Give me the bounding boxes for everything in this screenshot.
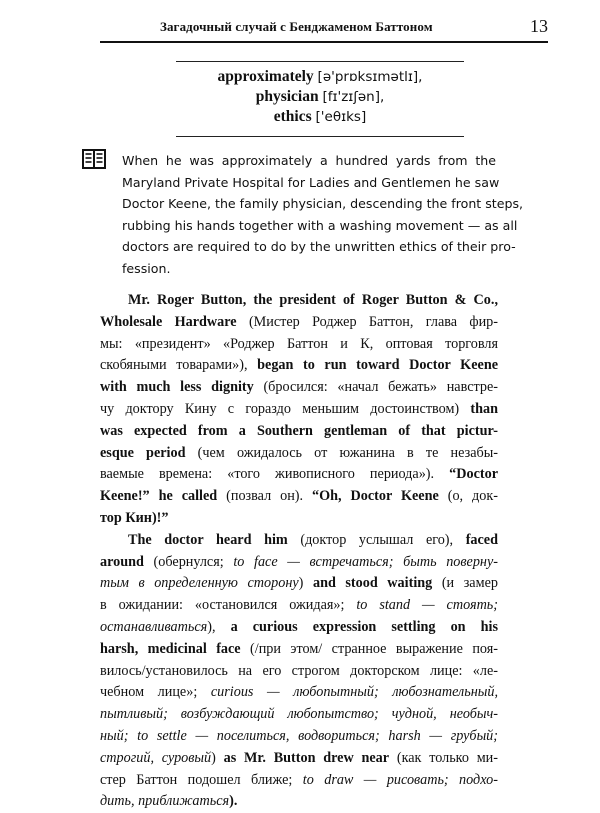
vocabulary-word: approximately (217, 68, 314, 85)
translation-text: чу доктору Кину с гораздо меньшим достоинством) (100, 400, 471, 417)
gloss-note: дить, приближаться (100, 793, 230, 810)
gloss-note: to stand — стоять; (356, 597, 498, 614)
running-title: Загадочный случай с Бенджаменом Баттоном (160, 19, 433, 34)
translation-text: ) (298, 575, 313, 592)
adapted-line (100, 704, 498, 726)
gloss-note: тым в определенную сторону (100, 575, 299, 592)
adapted-line (100, 726, 498, 748)
english-phrase: тор Кин)!” (100, 509, 169, 526)
adapted-line (100, 530, 498, 552)
translation-text: (обернулся; (143, 553, 234, 570)
gloss-note: ный; to settle — поселиться, водвориться; harsh — грубый; (100, 727, 498, 744)
adapted-line (100, 334, 498, 356)
translation-text: (доктор услышал его), (287, 531, 466, 548)
gloss-note: curious — любопытный; любознательный, (210, 684, 498, 701)
english-phrase: “Oh, Doctor Keene (312, 488, 439, 505)
english-phrase: around (100, 553, 144, 570)
english-line: When he was approximately a hundred yards from the (122, 153, 496, 168)
translation-text: ) (211, 749, 224, 766)
adapted-line (100, 355, 498, 377)
adapted-line (100, 639, 498, 661)
vocabulary-item (160, 87, 480, 107)
adapted-line (100, 377, 498, 399)
adapted-bilingual-text (100, 290, 498, 813)
english-line: rubbing his hands together with a washing movement — as all (122, 217, 518, 233)
vocabulary-list (160, 67, 480, 127)
adapted-line (100, 443, 498, 465)
translation-text: (бросился: «начал бежать» навстре- (253, 379, 499, 396)
english-phrase: “Doctor (449, 466, 498, 483)
english-paragraph (122, 150, 524, 279)
english-phrase: than (470, 400, 498, 417)
english-phrase: harsh, medicinal face (100, 640, 241, 657)
adapted-line (100, 617, 498, 639)
adapted-line (100, 791, 498, 813)
english-phrase: faced (465, 531, 498, 548)
vocabulary-transcription: [fɪ'zɪʃən], (322, 89, 385, 105)
vocabulary-transcription: ['eθɪks] (315, 109, 367, 125)
page-number: 13 (530, 16, 548, 36)
translation-text: стер Баттон подошел ближе; (100, 771, 303, 788)
translation-text: (как только ми- (389, 749, 498, 766)
translation-text: (чем ожидалось от южанина в те незабы- (185, 444, 498, 461)
vocabulary-word: ethics (273, 108, 312, 125)
adapted-line (100, 682, 498, 704)
translation-text: скобяными товарами»), (100, 357, 258, 374)
adapted-line (100, 661, 498, 683)
english-phrase: ). (229, 793, 238, 810)
running-header (100, 13, 548, 41)
english-line: Doctor Keene, the family physician, descending the front steps, (122, 196, 524, 211)
english-phrase: The doctor heard him (128, 531, 288, 548)
english-line: doctors are required to do by the unwritten ethics of their pro- (122, 239, 516, 254)
translation-text: (/при этом/ странное выражение поя- (240, 640, 498, 657)
gloss-note: to face — встречаться; быть поверну- (233, 553, 498, 570)
english-phrase: as Mr. Button drew near (223, 749, 390, 766)
english-phrase: began to run toward Doctor Keene (257, 357, 499, 374)
english-line: Maryland Private Hospital for Ladies and Gentlemen he saw (122, 174, 500, 190)
adapted-line (100, 421, 498, 443)
adapted-line (100, 312, 498, 334)
translation-text: мы: «президент» «Роджер Баттон и К, оптовая торговля (100, 335, 498, 352)
adapted-line (100, 290, 498, 312)
english-phrase: Wholesale Hardware (100, 313, 237, 330)
gloss-note: пытливый; возбуждающий любопытство; чудной, необыч- (100, 706, 498, 723)
translation-text: (Мистер Роджер Баттон, глава фир- (236, 313, 498, 330)
vocabulary-bottom-rule (176, 136, 464, 137)
translation-text: ваемые времена: «того живописного периода»). (100, 466, 450, 483)
gloss-note: останавливаться (100, 618, 208, 635)
translation-text: (позвал он). (217, 488, 313, 505)
translation-text: вилось/установилось на его строгом докторском лице: «ле- (100, 662, 498, 679)
vocabulary-item (160, 107, 480, 127)
adapted-line (100, 595, 498, 617)
gloss-note: to draw — рисовать; подхо- (302, 771, 498, 788)
english-phrase: Keene!” he called (100, 488, 218, 505)
english-phrase: Mr. Roger Button, the president of Roger Button & Co., (128, 292, 498, 308)
english-phrase: was expected from a Southern gentleman of that pictur- (100, 422, 498, 439)
translation-text: ), (207, 618, 231, 635)
adapted-line (100, 573, 498, 595)
vocabulary-top-rule (176, 61, 464, 62)
translation-text: (о, док- (438, 488, 498, 505)
english-line: fession. (122, 260, 171, 276)
header-rule (100, 41, 548, 43)
adapted-line (100, 486, 498, 508)
vocabulary-word: physician (255, 88, 319, 105)
english-phrase: esque period (100, 444, 186, 461)
vocabulary-transcription: [ə'prɒksɪmətlɪ], (317, 69, 423, 85)
adapted-line (100, 770, 498, 792)
translation-text: в ожидании: «остановился ожидая»; (100, 597, 357, 614)
english-phrase: with much less dignity (100, 379, 254, 396)
english-phrase: and stood waiting (312, 575, 433, 592)
gloss-note: строгий, суровый (100, 749, 212, 766)
adapted-line (100, 464, 498, 486)
adapted-line (100, 399, 498, 421)
adapted-line (100, 508, 498, 530)
open-book-icon (82, 148, 106, 170)
adapted-line (100, 552, 498, 574)
vocabulary-item (160, 67, 480, 87)
translation-text: (и замер (432, 575, 498, 592)
adapted-line (100, 748, 498, 770)
english-phrase: a curious expression settling on his (230, 618, 498, 635)
translation-text: чебном лице»; (100, 684, 211, 701)
